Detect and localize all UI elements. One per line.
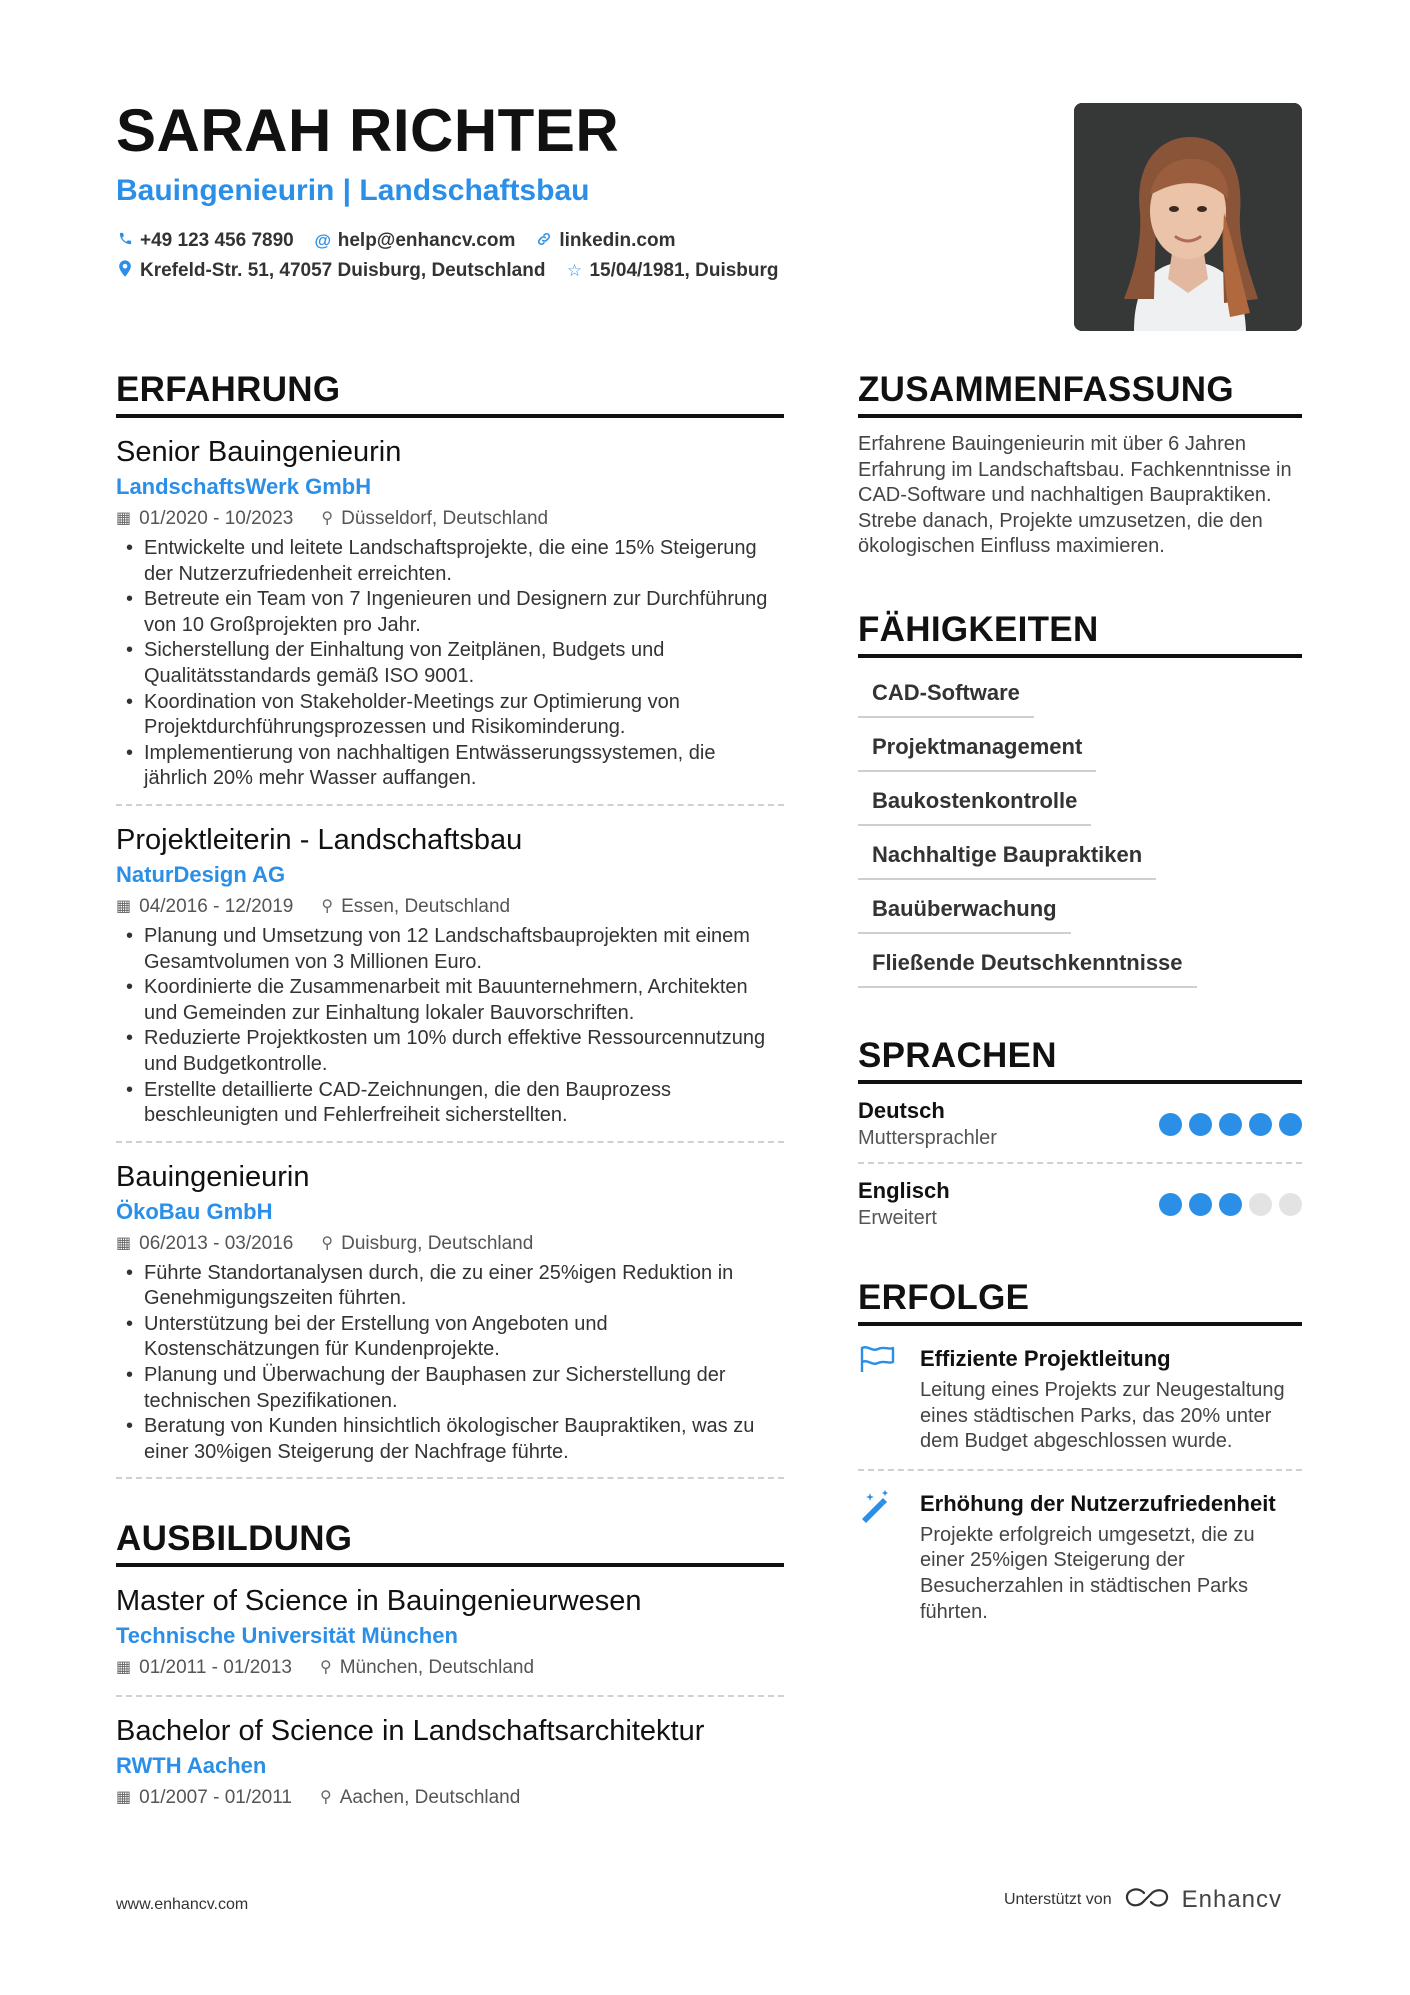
rating-dot-filled [1159, 1193, 1182, 1216]
star-icon: ☆ [566, 261, 583, 280]
achievements-heading: ERFOLGE [858, 1278, 1302, 1326]
contact-phone [116, 230, 294, 252]
location-pin-icon: ⚲ [319, 1789, 332, 1807]
email-text[interactable]: help@enhancv.com [337, 230, 516, 251]
location-pin-icon: ⚲ [321, 510, 334, 527]
school-name: RWTH Aachen [116, 1753, 267, 1779]
footer-branding [1004, 1886, 1282, 1914]
phone-icon [116, 231, 134, 251]
bullet-item: • Planung und Überwachung der Bauphasen zur Sicherstellung der technischen Spezifikationen. [116, 1363, 784, 1414]
achievement-text: Leitung eines Projekts zur Neugestaltung eines städtischen Parks, das 20% unter dem Budget abgeschlossen wurde. [920, 1378, 1285, 1453]
education-entry [116, 1697, 784, 1825]
rating-dot-filled [1189, 1193, 1212, 1216]
magic-wand-icon [858, 1489, 902, 1625]
brand-name: Enhancv [1181, 1886, 1283, 1913]
experience-entry [116, 806, 784, 1143]
rating-dot-filled [1219, 1193, 1242, 1216]
calendar-icon: ▦ [116, 1789, 132, 1807]
company-name: NaturDesign AG [116, 861, 286, 887]
language-rating [1159, 1113, 1302, 1136]
skills-heading: FÄHIGKEITEN [858, 610, 1302, 658]
powered-by-text: Unterstützt von [1004, 1891, 1112, 1908]
bullet-list [116, 536, 784, 792]
languages-list [858, 1084, 1302, 1242]
achievements-list [858, 1326, 1302, 1639]
left-column [116, 370, 784, 1825]
location-pin-icon: ⚲ [321, 897, 334, 915]
contact-birth [565, 260, 778, 282]
language-level: Erweitert [858, 1206, 937, 1229]
entry-meta [116, 892, 784, 922]
skill-tag: Bauüberwachung [858, 888, 1071, 934]
achievement-title: Erhöhung der Nutzerzufriedenheit [920, 1490, 1276, 1516]
calendar-icon: ▦ [116, 897, 132, 915]
location-pin-icon [116, 260, 134, 282]
calendar-icon: ▦ [116, 510, 132, 527]
job-title: Projektleiterin - Landschaftsbau [116, 823, 523, 856]
profile-photo [1074, 103, 1302, 331]
bullet-item: • Implementierung von nachhaltigen Entwässerungssystemen, die jährlich 20% mehr Wasser auffangen. [116, 741, 784, 792]
bullet-item: • Unterstützung bei der Erstellung von Angeboten und Kostenschätzungen für Kundenprojekte. [116, 1312, 784, 1363]
language-item [858, 1084, 1302, 1164]
calendar-icon: ▦ [116, 1234, 132, 1252]
skill-tag: Fließende Deutschkenntnisse [858, 942, 1197, 988]
language-level: Muttersprachler [858, 1126, 997, 1149]
bullet-item: • Führte Standortanalysen durch, die zu einer 25%igen Reduktion in Genehmigungszeiten führten. [116, 1261, 784, 1312]
contact-address [116, 260, 545, 282]
bullet-list [116, 924, 784, 1129]
date-range: 01/2011 - 01/2013 [139, 1657, 292, 1679]
bullet-item: • Reduzierte Projektkosten um 10% durch effektive Ressourcennutzung und Budgetkontrolle. [116, 1026, 784, 1077]
contact-row-1 [116, 230, 676, 252]
experience-entry [116, 418, 784, 806]
contact-linkedin [535, 230, 675, 252]
date-range: 01/2020 - 10/2023 [139, 508, 294, 529]
contact-email [314, 230, 516, 252]
bullet-item: • Koordination von Stakeholder-Meetings zur Optimierung von Projektdurchführungsprozessen und Risikominderung. [116, 690, 784, 741]
bullet-item: • Betreute ein Team von 7 Ingenieuren und Designern zur Durchführung von 10 Großprojekten pro Jahr. [116, 587, 784, 638]
bullet-item: • Sicherstellung der Einhaltung von Zeitplänen, Budgets und Qualitätsstandards gemäß ISO 9001. [116, 638, 784, 689]
company-name: LandschaftsWerk GmbH [116, 474, 372, 499]
right-column [858, 370, 1302, 1639]
summary-text: Erfahrene Bauingenieurin mit über 6 Jahren Erfahrung im Landschaftsbau. Fachkenntnisse in CAD-Software und nachhaltigen Baupraktiken. Strebe danach, Projekte umzusetzen, die den ökologischen Einfluss maximieren. [858, 433, 1292, 558]
linkedin-text[interactable]: linkedin.com [559, 230, 676, 251]
candidate-role: Bauingenieurin | Landschaftsbau [116, 174, 590, 207]
date-range: 04/2016 - 12/2019 [139, 895, 294, 917]
skill-tag: Baukostenkontrolle [858, 780, 1091, 826]
experience-heading: ERFAHRUNG [116, 370, 784, 418]
location: Duisburg, Deutschland [341, 1232, 534, 1254]
address-text: Krefeld-Str. 51, 47057 Duisburg, Deutschland [140, 260, 546, 281]
achievement-item [858, 1326, 1302, 1471]
languages-heading: SPRACHEN [858, 1036, 1302, 1084]
rating-dot-filled [1159, 1113, 1182, 1136]
degree: Bachelor of Science in Landschaftsarchitektur [116, 1715, 705, 1748]
achievement-title: Effiziente Projektleitung [920, 1345, 1171, 1371]
education-entry [116, 1567, 784, 1697]
skill-tag: Nachhaltige Baupraktiken [858, 834, 1156, 880]
date-range: 01/2007 - 01/2011 [139, 1787, 292, 1809]
experience-entry [116, 1143, 784, 1480]
enhancv-logo-icon [1124, 1887, 1170, 1914]
bullet-item: • Koordinierte die Zusammenarbeit mit Bauunternehmern, Architekten und Gemeinden zur Einhaltung lokaler Bauvorschriften. [116, 975, 784, 1026]
location: München, Deutschland [339, 1657, 535, 1679]
summary-heading: ZUSAMMENFASSUNG [858, 370, 1302, 418]
location: Düsseldorf, Deutschland [341, 508, 549, 529]
achievement-item [858, 1471, 1302, 1639]
rating-dot-filled [1249, 1113, 1272, 1136]
bullet-list [116, 1261, 784, 1466]
location-pin-icon: ⚲ [319, 1659, 332, 1677]
phone-text[interactable]: +49 123 456 7890 [140, 230, 294, 251]
entry-meta [116, 504, 784, 534]
link-icon [535, 231, 553, 252]
contact-row-2 [116, 260, 779, 282]
footer-website[interactable]: www.enhancv.com [116, 1896, 249, 1913]
birth-text: 15/04/1981, Duisburg [589, 260, 779, 281]
achievement-text: Projekte erfolgreich umgesetzt, die zu einer 25%igen Steigerung der Besucherzahlen in städtischen Parks führten. [920, 1523, 1255, 1623]
degree: Master of Science in Bauingenieurwesen [116, 1585, 642, 1618]
bullet-item: • Entwickelte und leitete Landschaftsprojekte, die eine 15% Steigerung der Nutzerzufriedenheit erreichten. [116, 536, 784, 587]
entry-meta [116, 1229, 784, 1259]
bullet-item: • Planung und Umsetzung von 12 Landschaftsbauprojekten mit einem Gesamtvolumen von 3 Millionen Euro. [116, 924, 784, 975]
location-pin-icon: ⚲ [321, 1234, 334, 1252]
company-name: ÖkoBau GmbH [116, 1198, 273, 1224]
rating-dot-filled [1279, 1113, 1302, 1136]
rating-dot-empty [1279, 1193, 1302, 1216]
education-heading: AUSBILDUNG [116, 1519, 784, 1567]
entry-meta [116, 1783, 784, 1813]
skill-tag: CAD-Software [858, 672, 1034, 718]
language-rating [1159, 1193, 1302, 1216]
calendar-icon: ▦ [116, 1659, 132, 1677]
date-range: 06/2013 - 03/2016 [139, 1232, 294, 1254]
entry-meta [116, 1653, 784, 1683]
skills-list [858, 672, 1302, 996]
language-name: Deutsch [858, 1097, 945, 1123]
at-sign-icon: @ [314, 231, 332, 250]
location: Aachen, Deutschland [339, 1787, 521, 1809]
rating-dot-filled [1219, 1113, 1242, 1136]
skill-tag: Projektmanagement [858, 726, 1096, 772]
bullet-item: • Erstellte detaillierte CAD-Zeichnungen, die den Bauprozess beschleunigten und Fehlerfreiheit sicherstellten. [116, 1078, 784, 1129]
job-title: Bauingenieurin [116, 1160, 310, 1193]
candidate-name: SARAH RICHTER [116, 97, 620, 164]
language-name: Englisch [858, 1177, 950, 1203]
location: Essen, Deutschland [341, 895, 511, 917]
school-name: Technische Universität München [116, 1623, 458, 1649]
flag-icon [858, 1344, 902, 1455]
rating-dot-empty [1249, 1193, 1272, 1216]
rating-dot-filled [1189, 1113, 1212, 1136]
language-item [858, 1164, 1302, 1242]
bullet-item: • Beratung von Kunden hinsichtlich ökologischer Baupraktiken, was zu einer 30%igen Steigerung der Nachfrage führte. [116, 1414, 784, 1465]
job-title: Senior Bauingenieurin [116, 436, 402, 468]
